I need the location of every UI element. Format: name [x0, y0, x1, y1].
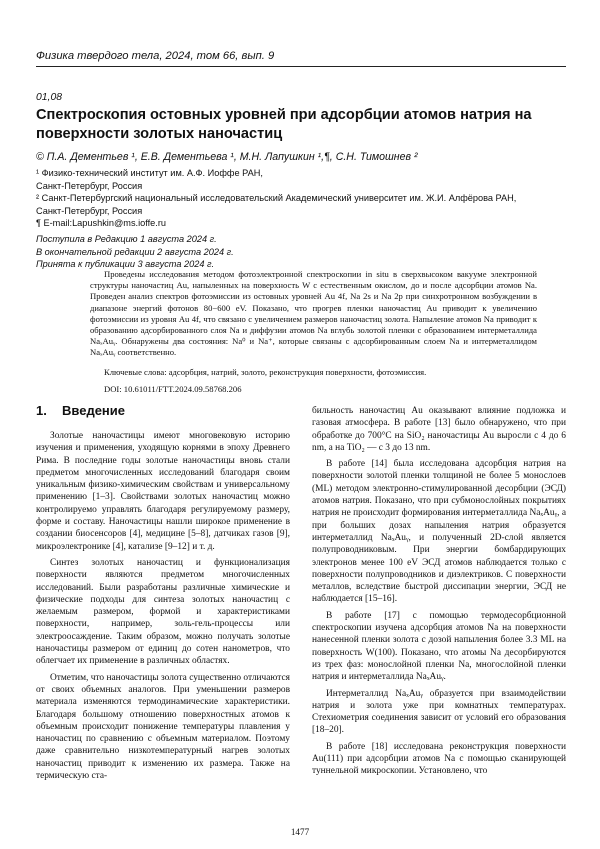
affiliation-line: ¹ Физико-технический институт им. А.Ф. Иоффе РАН, [36, 168, 263, 178]
paragraph: Интерметаллид NaₓAuᵧ образуется при взаимодействии натрия и золота уже при комнатных температурах. Стехиометрия соединения зависит от условий его образования [18–20]. [312, 688, 566, 736]
email-line[interactable]: ¶ E-mail:Lapushkin@ms.ioffe.ru [36, 218, 167, 229]
affiliation-line: ² Санкт-Петербургский национальный исследовательский Академический университет им. Ж.И. Алфёрова РАН, [36, 193, 517, 204]
right-column [312, 405, 566, 782]
section-title: Введение [62, 403, 125, 418]
paragraph: Отметим, что наночастицы золота существенно отличаются от своих объемных аналогов. При уменьшении размеров материала изменяются термодинамические характеристики. Благодаря большому отношению поверхностных атомов к объемным происходит понижение температуры плавления у наночастиц по сравнению с объемным материалом. Поэтому даже сравнительно низкотемпературный нагрев золотых наночастиц приводит к изменению их размера. Также на термическую ста- [36, 672, 290, 782]
doi-line[interactable]: DOI: 10.61011/FTT.2024.09.58768.206 [104, 384, 242, 394]
affiliation-line: Санкт-Петербург, Россия [36, 205, 143, 216]
paragraph: В работе [14] была исследована адсорбция натрия на поверхности золотой пленки толщиной не более 5 монослоев (ML) методом электронно-стимулированной десорбции (ЭСД) атомов натрия. Показано, что при субмонослойных покрытиях натрия не происходит формирования интерметаллида NaₓAuᵧ, а при больших дозах напыления натрия образуется интерметаллид NaₓAuᵧ, и полученный 2D-слой является полупроводниковым. При энергии бомбардирующих электронов менее 100 eV ЭСД атомов наблюдается только с поверхности полупроводников и диэлектриков. С поверхности металлов, вследствие быстрой диссипации энергии, ЭСД не наблюдается [15–16]. [312, 459, 566, 605]
section-code: 01,08 [36, 92, 63, 103]
paragraph: В работе [17] с помощью термодесорбционной спектроскопии изучена адсорбция атомов Na на поверхности нанесенной пленки золота с дозой напыления более 3.3 ML на поверхность W(100). Показано, что атомы Na десорбируются из трех фаз: монослойной пленки Na, многослойной пленки натрия и интерметаллида NaₓAuᵧ. [312, 610, 566, 683]
keywords-line: Ключевые слова: адсорбция, натрий, золото, реконструкция поверхности, фотоэмиссия. [104, 366, 427, 377]
date-line: В окончательной редакции 2 августа 2024 г. [36, 246, 234, 257]
section-heading [36, 403, 125, 418]
left-column [36, 430, 290, 786]
section-number: 1. [36, 403, 47, 418]
authors-line: © П.А. Дементьев ¹, Е.В. Дементьева ¹, М.Н. Лапушкин ¹,¶, С.Н. Тимошнев ² [36, 151, 418, 163]
paragraph: бильность наночастиц Au оказывают влияние подложка и газовая атмосфера. В работе [13] было обнаружено, что при обработке до 700°C на SiO₂ наночастицы Au выросли с 4 до 6 nm, а на TiO₂ — с 3 до 13 nm. [312, 406, 566, 453]
affiliations [36, 167, 566, 230]
abstract-block [90, 269, 537, 378]
paragraph: Синтез золотых наночастиц и функционализация поверхности являются предметом многочисленных исследований. Были разработаны различные химические и физические подходы для синтеза золотых наночастиц с желаемым размером, формой и характеристиками поверхности, например, золь-гель-процессы или электроосаждение. Таким образом, можно получать золотые наночастицы размером от единиц до сотен нанометров, что облегчает их применение в различных областях. [36, 557, 290, 667]
paragraph: В работе [18] исследована реконструкция поверхности Au(111) при адсорбции атомов Na с помощью сканирующей туннельной микроскопии. Установлено, что [312, 741, 566, 777]
header-rule [36, 66, 566, 67]
journal-header: Физика твердого тела, 2024, том 66, вып. 9 [36, 50, 275, 62]
abstract-text: Проведены исследования методом фотоэлектронной спектроскопии in situ в сверхвысоком вакууме электронной структуры наночастиц Au, напыленных на поверхность W с естественным окислом, до и после адсорбции атомов Na. Проведен анализ спектров фотоэмиссии из остовных уровней Au 4f, Na 2s и Na 2p при синхротронном возбуждении в диапазоне энергий фотонов 80−600 eV. Показано, что прогрев пленки наночастиц Au приводит к увеличению фотоэмиссии из уровня Au 4f, что связано с увеличением размеров наночастиц золота. Напыление атомов Na приводит к образованию адсорбированного слоя Na и диффузии атомов Na вглубь золотой пленки с образованием интерметаллида NaₓAuᵧ. Обнаружены два состояния: Na⁰ и Na⁺, которые связаны с адсорбированным слоем Na и интерметаллидом NaₓAuᵧ соответственно. [90, 269, 537, 358]
article-title: Спектроскопия остовных уровней при адсорбции атомов натрия на поверхности золотых наночастиц [36, 107, 532, 142]
received-dates [36, 233, 566, 271]
date-line: Принята к публикации 3 августа 2024 г. [36, 259, 215, 270]
date-line: Поступила в Редакцию 1 августа 2024 г. [36, 234, 217, 244]
page-number: 1477 [290, 827, 310, 837]
affiliation-line: Санкт-Петербург, Россия [36, 180, 143, 191]
paragraph: Золотые наночастицы имеют многовековую историю изучения и применения, уходящую корнями в эпоху Древнего Рима. В последние годы золотые наночастицы вновь стали предметом многочисленных исследований благодаря своим уникальным физико-химическим свойствам и универсальному применению [1–3]. Свойствами золотых наночастиц можно контролируемо управлять благодаря регулируемому размеру, форме и составу. Наночастицы нашли широкое применение в создании биосенсоров [4], медицине [5–8], датчиках газов [9], микроэлектронике [4], катализе [9–12] и т. д. [36, 431, 290, 552]
